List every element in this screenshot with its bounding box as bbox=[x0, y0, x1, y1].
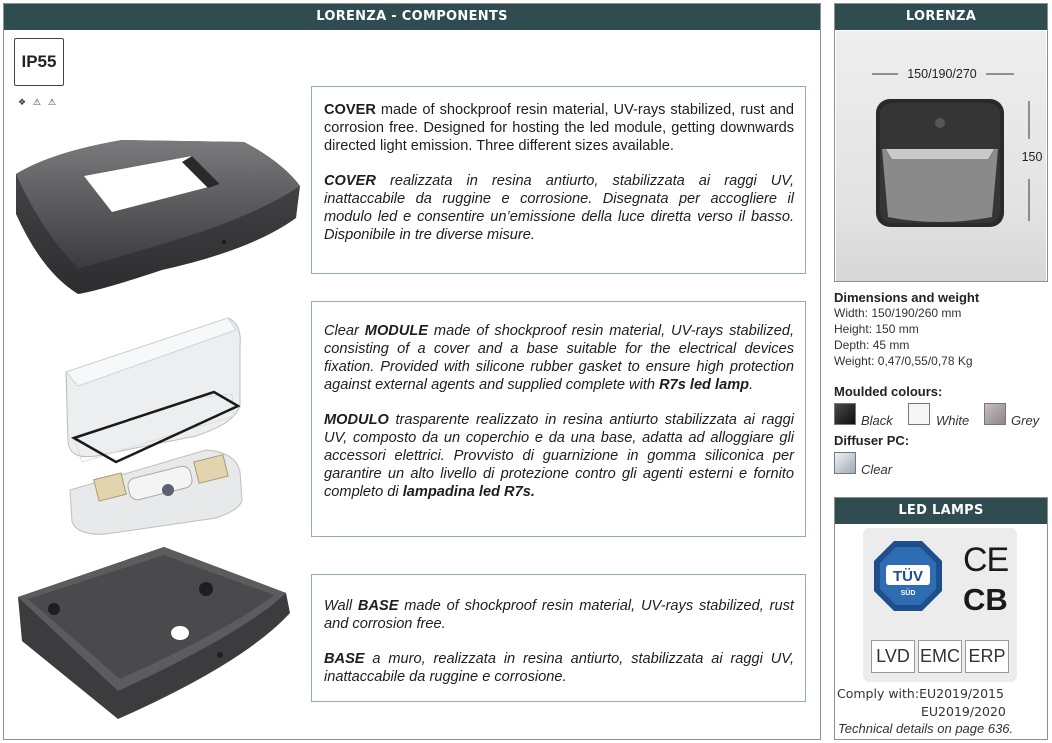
safety-marks-icon: ❖ ⚠ ⚠ bbox=[18, 98, 58, 108]
lamp-photo bbox=[836, 31, 1046, 281]
cover-image bbox=[12, 122, 304, 300]
technical-details-note: Technical details on page 636. bbox=[838, 721, 1014, 736]
moulded-colours-title: Moulded colours: bbox=[834, 384, 943, 399]
lvd-tag: LVD bbox=[871, 640, 915, 673]
module-en-title: MODULE bbox=[364, 323, 429, 339]
module-en-text: made of shockproof resin material, UV-rays stabilized, consisting of a cover and a base suitable for the electrical devices fixation. Provided with silicone rubber gasket to ensure high protection against external agents and supplied complete with bbox=[324, 323, 795, 393]
clear-swatch bbox=[834, 452, 856, 474]
certification-box bbox=[863, 528, 1017, 682]
cover-it-title: COVER bbox=[324, 173, 376, 189]
product-panel bbox=[834, 3, 1048, 282]
base-image bbox=[14, 543, 296, 725]
module-image bbox=[56, 312, 252, 544]
colour-swatches bbox=[834, 401, 1048, 433]
tuv-sub-text: SÜD bbox=[900, 590, 916, 597]
diffuser-swatch-row bbox=[834, 450, 1048, 482]
module-it-title: MODULO bbox=[324, 412, 389, 428]
cover-description bbox=[311, 86, 806, 274]
cover-en-title: COVER bbox=[324, 102, 376, 118]
base-it-title: BASE bbox=[324, 651, 365, 667]
depth-spec: Depth: 45 mm bbox=[834, 338, 910, 352]
height-spec: Height: 150 mm bbox=[834, 322, 919, 336]
tuv-text: TÜV bbox=[893, 568, 923, 585]
compliance-text bbox=[837, 685, 1006, 721]
diffuser-title: Diffuser PC: bbox=[834, 433, 910, 448]
ce-mark: CE bbox=[963, 541, 1009, 579]
module-en-pre: Clear bbox=[324, 323, 365, 339]
colours-block bbox=[834, 384, 1048, 482]
module-it-lamp: lampadina led R7s. bbox=[402, 484, 535, 500]
module-it-text: trasparente realizzato in resina antiurto stabilizzata ai raggi UV, composto da un coperchio e da una base, adatta ad alloggiare gli accessori elettrici. Provvisto di guarnizione in gomma siliconica per garantire un alto livello di protezione contro gli agenti esterni e fornito completo di bbox=[324, 412, 794, 500]
cover-it-text: realizzata in resina antiurto, stabilizzata ai raggi UV, inattaccabile da ruggine e corrosione. Disegnata per accogliere il modulo led e consentire un’emissione della luce diretta verso il basso. Disponibile in tre diverse misure. bbox=[324, 173, 794, 243]
product-photo bbox=[836, 31, 1046, 281]
base-description bbox=[311, 574, 806, 702]
dimensions-title: Dimensions and weight bbox=[834, 290, 980, 305]
grey-label: Grey bbox=[1011, 413, 1040, 428]
led-lamps-panel bbox=[834, 497, 1048, 740]
black-label: Black bbox=[861, 413, 893, 428]
height-dimension-label: 150 bbox=[1021, 150, 1043, 164]
width-dimension-label: 150/190/270 bbox=[907, 67, 977, 81]
white-swatch bbox=[908, 403, 930, 425]
module-en-lamp: R7s led lamp bbox=[659, 377, 750, 393]
comply-standard-2: EU2019/2020 bbox=[921, 704, 1006, 719]
clear-label: Clear bbox=[861, 462, 893, 477]
base-en-text: made of shockproof resin material, UV-rays stabilized, rust and corrosion free. bbox=[324, 598, 794, 632]
comply-label: Comply with: bbox=[837, 686, 920, 701]
cover-en-text: made of shockproof resin material, UV-rays stabilized, rust and corrosion free. Designed for hosting the led module, getting downwards directed light emission. Three different sizes available. bbox=[324, 102, 794, 154]
emc-tag: EMC bbox=[918, 640, 962, 673]
components-header: LORENZA - COMPONENTS bbox=[4, 4, 820, 30]
cb-mark: CB bbox=[963, 582, 1008, 617]
led-lamps-header: LED LAMPS bbox=[835, 498, 1047, 524]
comply-standard-1: EU2019/2015 bbox=[919, 686, 1004, 701]
width-spec: Width: 150/190/260 mm bbox=[834, 306, 962, 320]
base-en-pre: Wall bbox=[324, 598, 358, 614]
white-label: White bbox=[936, 413, 970, 428]
base-en-title: BASE bbox=[357, 598, 399, 614]
module-description bbox=[311, 301, 806, 537]
grey-swatch bbox=[984, 403, 1006, 425]
tuv-mark-icon bbox=[872, 539, 944, 613]
module-en-end: . bbox=[749, 377, 754, 393]
base-it-text: a muro, realizzata in resina antiurto, stabilizzata ai raggi UV, inattaccabile da ruggine e corrosione. bbox=[324, 651, 794, 685]
erp-tag: ERP bbox=[965, 640, 1009, 673]
weight-spec: Weight: 0,47/0,55/0,78 Kg bbox=[834, 354, 973, 368]
ip-rating-badge: IP55 bbox=[14, 38, 64, 86]
dimensions-block bbox=[834, 290, 1048, 369]
product-header: LORENZA bbox=[835, 4, 1047, 30]
black-swatch bbox=[834, 403, 856, 425]
